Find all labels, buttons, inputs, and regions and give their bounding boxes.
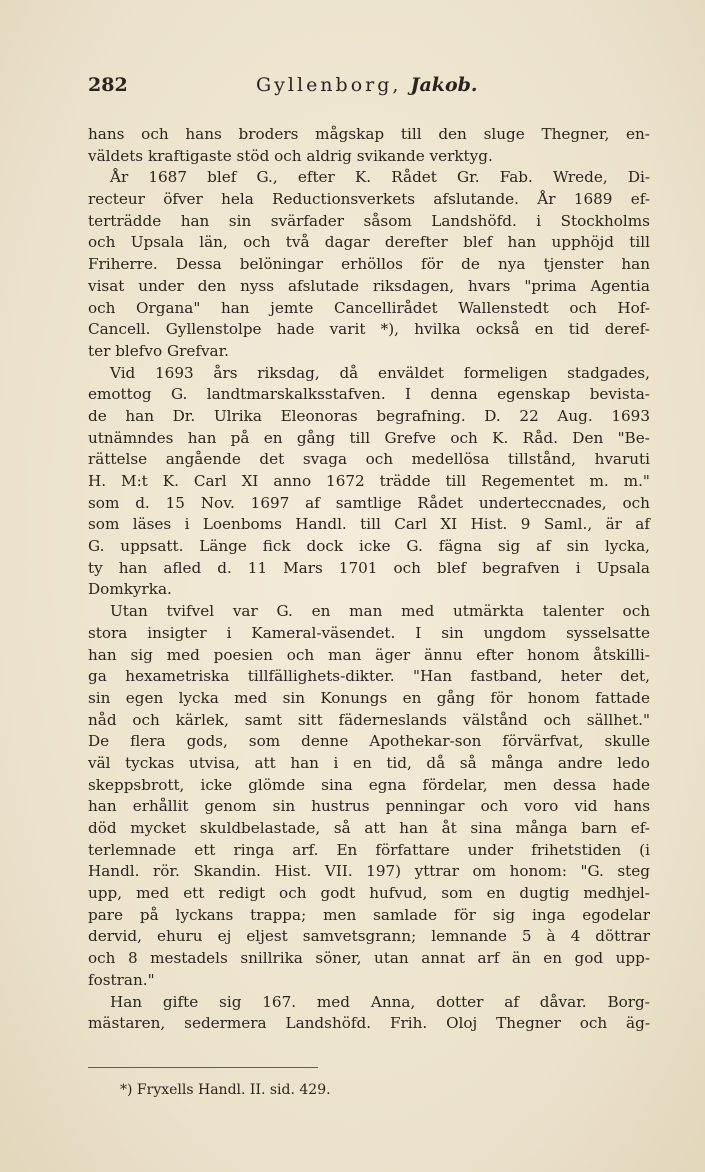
text-line: År 1687 blef G., efter K. Rådet Gr. Fab. Wrede, Di- — [110, 168, 650, 187]
text-line: fostran." — [88, 970, 155, 989]
page-header — [88, 74, 648, 102]
text-line: hans och hans broders mågskap till den sluge Thegner, en- — [88, 125, 650, 143]
text-line: recteur öfver hela Reductionsverkets afslutande. År 1689 ef- — [88, 190, 650, 209]
text-line: ga hexametriska tillfällighets-dikter. "Han fastband, heter det, — [88, 667, 650, 686]
text-line: de han Dr. Ulrika Eleonoras begrafning. D. 22 Aug. 1693 — [88, 406, 650, 425]
text-line: pare på lyckans trappa; men samlade för sig inga egodelar — [88, 905, 650, 924]
text-line: De flera gods, som denne Apothekar-son förvärfvat, skulle — [88, 732, 650, 751]
text-line: terträdde han sin svärfader såsom Landshöfd. i Stockholms — [88, 211, 650, 230]
text-line: H. M:t K. Carl XI anno 1672 trädde till Regementet m. m." — [88, 472, 650, 490]
text-line: emottog G. landtmarskalksstafven. I denna egenskap bevista- — [88, 385, 650, 404]
text-line: upp, med ett redigt och godt hufvud, som en dugtig medhjel- — [88, 884, 650, 903]
page-number: 282 — [88, 74, 128, 96]
footnote-rule — [88, 1067, 318, 1068]
text-line: sin egen lycka med sin Konungs en gång för honom fattade — [88, 688, 650, 707]
text-line: han erhållit genom sin hustrus penningar och voro vid hans — [88, 797, 650, 816]
text-line: som läses i Loenboms Handl. till Carl XI Hist. 9 Saml., är af — [88, 515, 650, 534]
running-head-name: Gyllenborg, — [256, 74, 402, 96]
text-line: skeppsbrott, icke glömde sina egna fördelar, men dessa hade — [88, 775, 650, 794]
text-line: och 8 mestadels snillrika söner, utan annat arf än en god upp- — [88, 949, 650, 968]
text-line: G. uppsatt. Länge fick dock icke G. fägna sig af sin lycka, — [88, 537, 650, 556]
running-head-given-name: Jakob. — [410, 74, 478, 96]
text-line: han sig med poesien och man äger ännu efter honom åtskilli- — [88, 645, 650, 664]
text-line: väl tyckas utvisa, att han i en tid, då så många andre ledo — [88, 753, 650, 772]
text-line: stora insigter i Kameral-väsendet. I sin ungdom sysselsatte — [88, 623, 650, 642]
text-line: nåd och kärlek, samt sitt fäderneslands välstånd och sällhet." — [88, 710, 650, 729]
text-line: Handl. rör. Skandin. Hist. VII. 197) yttrar om honom: "G. steg — [88, 862, 650, 881]
text-line: terlemnade ett ringa arf. En författare under frihetstiden (i — [88, 840, 650, 859]
text-line: Utan tvifvel var G. en man med utmärkta talenter och — [110, 602, 650, 621]
text-line: Cancell. Gyllenstolpe hade varit *), hvilka också en tid deref- — [88, 320, 650, 339]
text-line: dervid, ehuru ej eljest samvetsgrann; lemnande 5 à 4 döttrar — [88, 927, 650, 946]
text-line: mästaren, sedermera Landshöfd. Frih. Oloj Thegner och äg- — [88, 1014, 650, 1033]
text-line: visat under den nyss afslutade riksdagen, hvars "prima Agentia — [88, 276, 650, 295]
text-line: ter blefvo Grefvar. — [88, 341, 229, 360]
text-line: som d. 15 Nov. 1697 af samtlige Rådet underteccnades, och — [88, 493, 650, 512]
text-line: väldets kraftigaste stöd och aldrig svikande verktyg. — [88, 146, 493, 165]
text-line: rättelse angående det svaga och medellösa tillstånd, hvaruti — [88, 450, 650, 469]
body-text — [88, 124, 650, 1035]
text-line: ty han afled d. 11 Mars 1701 och blef begrafven i Upsala — [88, 558, 650, 577]
text-line: Domkyrka. — [88, 580, 172, 599]
text-line: Friherre. Dessa belöningar erhöllos för de nya tjenster han — [88, 255, 650, 274]
text-line: Han gifte sig 167. med Anna, dotter af dåvar. Borg- — [110, 992, 650, 1011]
text-line: och Organa" han jemte Cancellirådet Wallenstedt och Hof- — [88, 298, 650, 317]
text-line: Vid 1693 års riksdag, då enväldet formeligen stadgades, — [110, 363, 650, 382]
footnote: *) Fryxells Handl. II. sid. 429. — [120, 1082, 331, 1098]
text-line: död mycket skuldbelastade, så att han åt sina många barn ef- — [88, 819, 650, 837]
text-line: och Upsala län, och två dagar derefter blef han upphöjd till — [88, 233, 650, 252]
text-line: utnämndes han på en gång till Grefve och K. Råd. Den "Be- — [88, 428, 650, 447]
running-head — [256, 74, 478, 96]
